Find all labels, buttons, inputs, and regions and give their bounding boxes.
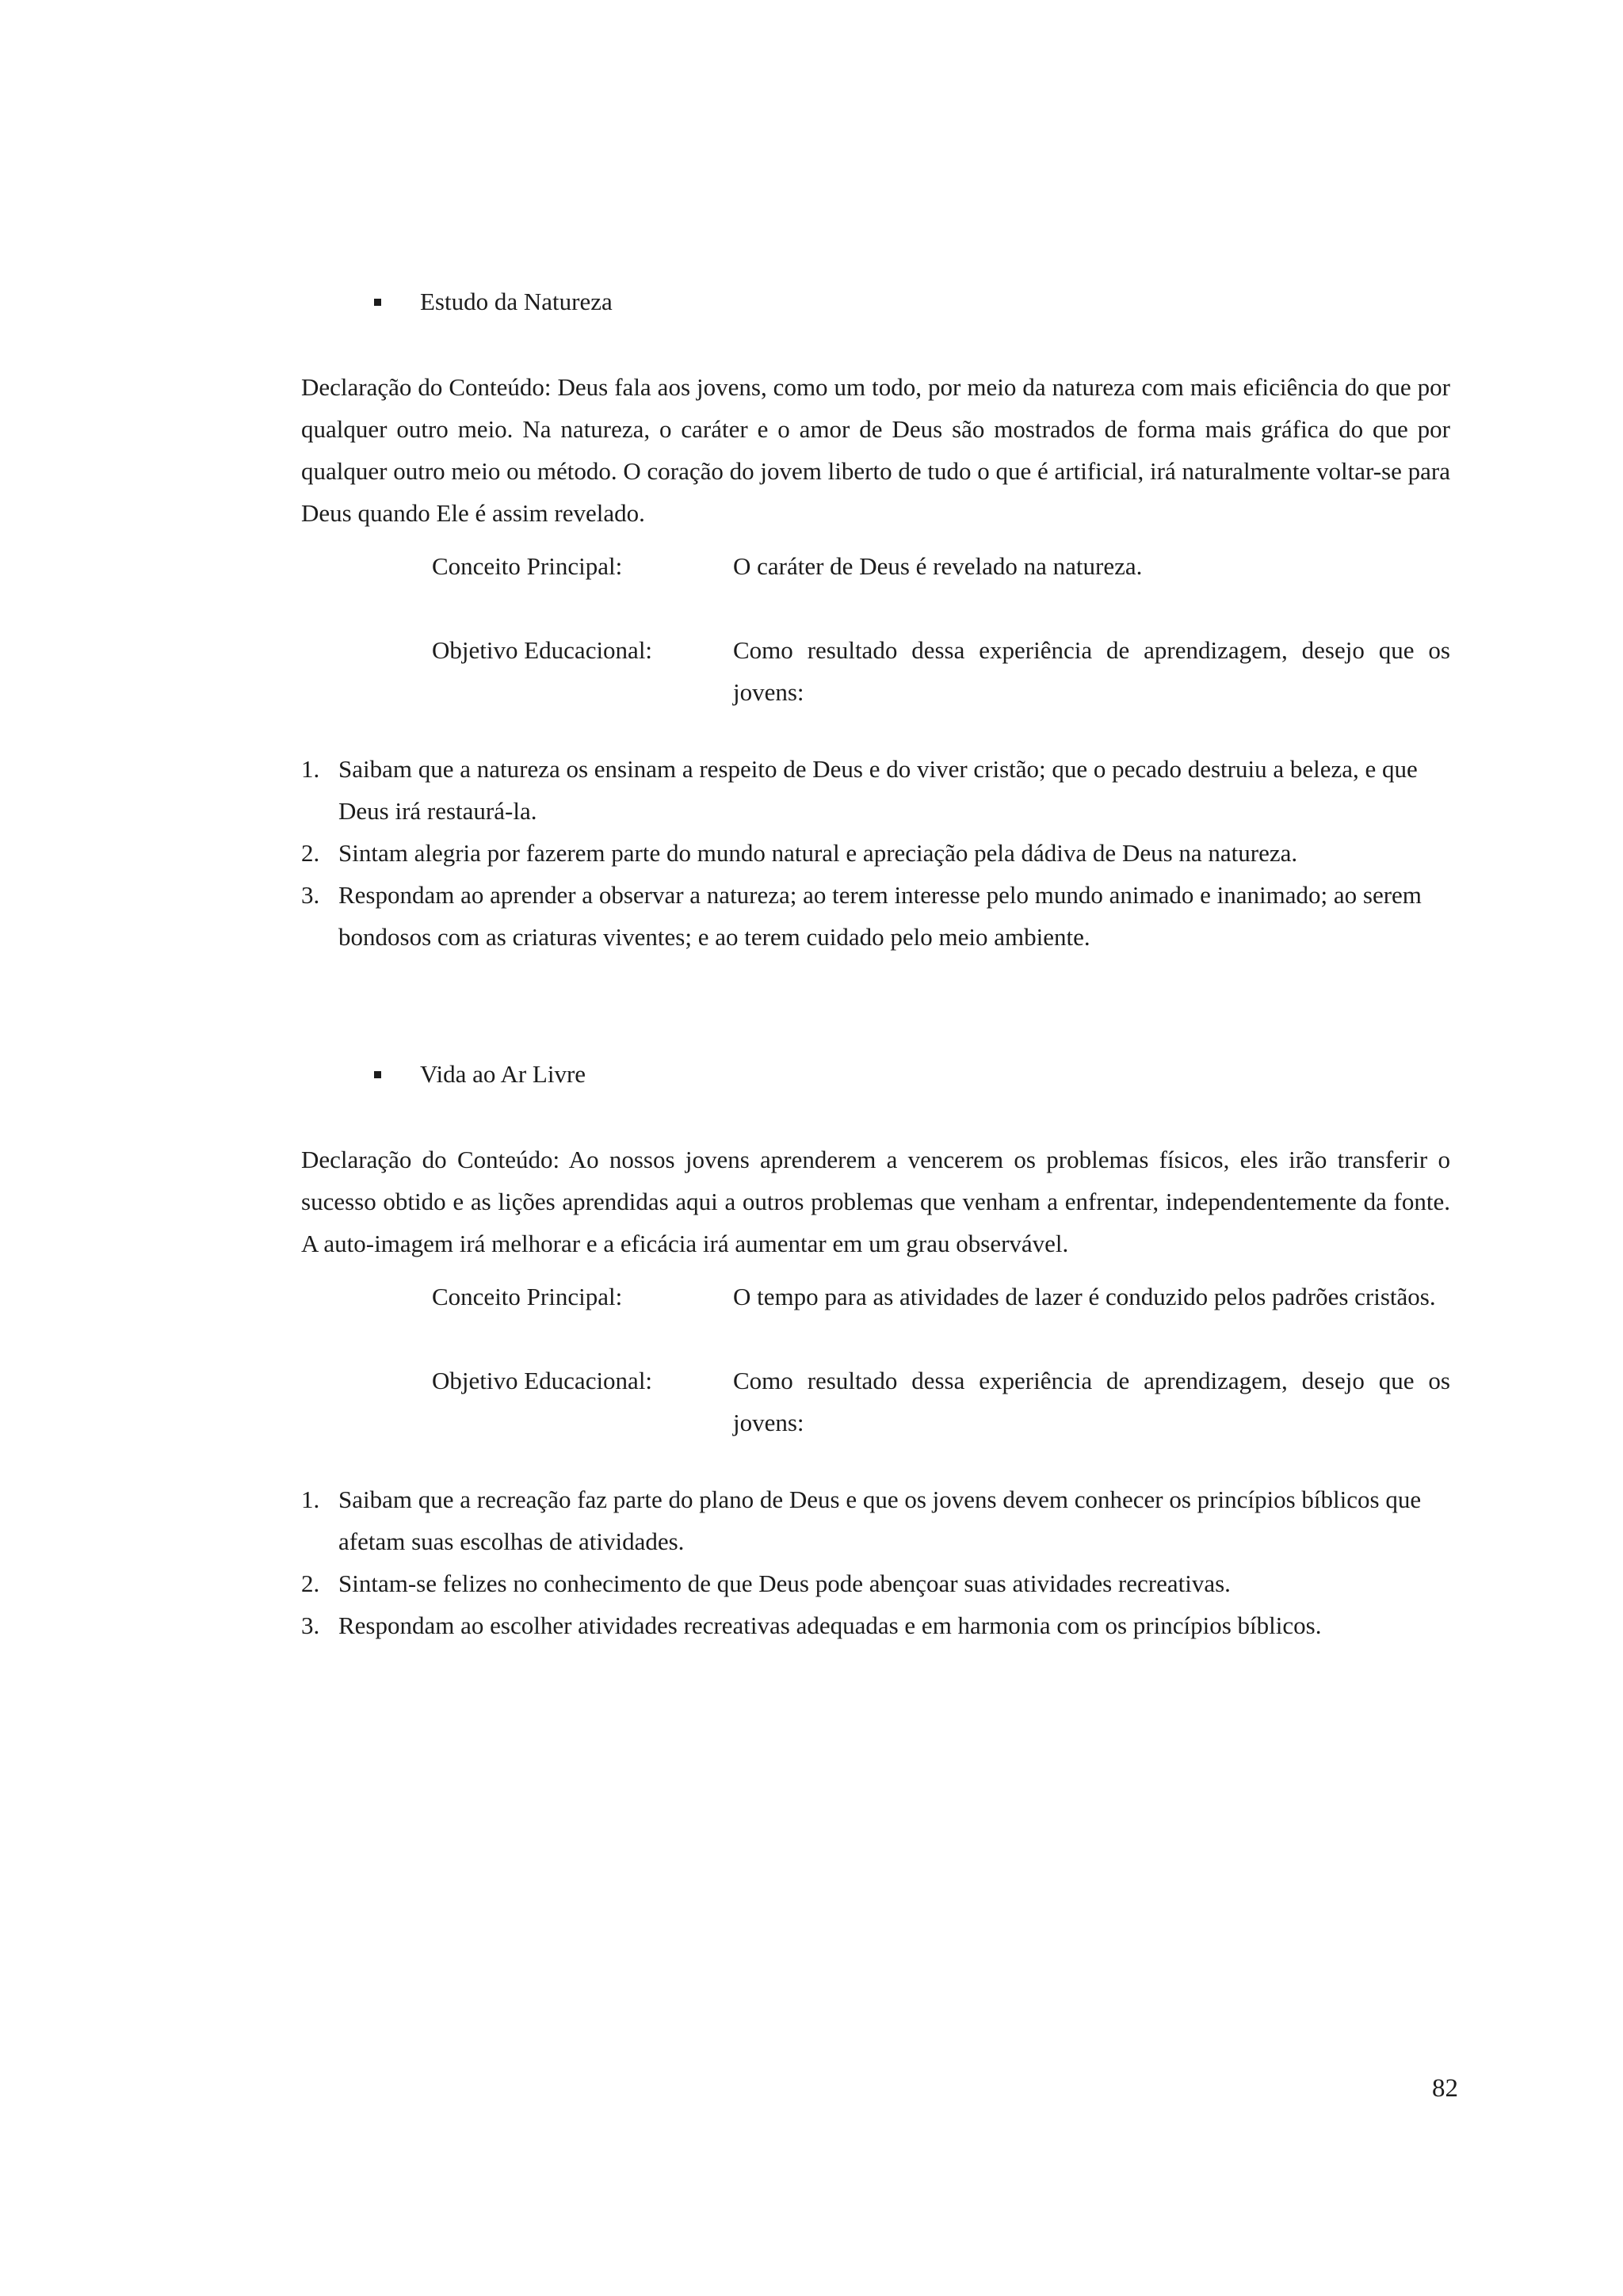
main-concept-row bbox=[432, 1276, 1450, 1318]
educational-objective-value: Como resultado dessa experiência de aprendizagem, desejo que os jovens: bbox=[733, 636, 1450, 706]
concept-table bbox=[432, 1276, 1450, 1444]
section-heading bbox=[301, 1054, 1450, 1095]
main-concept-label: Conceito Principal: bbox=[432, 552, 623, 580]
list-item-text: Saibam que a natureza os ensinam a respeito de Deus e do viver cristão; que o pecado destruiu a beleza, e que Deus irá restaurá-la. bbox=[338, 755, 1418, 825]
list-item-text: Saibam que a recreação faz parte do plano de Deus e que os jovens devem conhecer os princípios bíblicos que afetam suas escolhas de atividades. bbox=[338, 1486, 1422, 1555]
educational-objective-row bbox=[432, 629, 1450, 713]
list-item-number: 2. bbox=[301, 839, 320, 867]
list-item bbox=[301, 1478, 1450, 1562]
list-item-number: 1. bbox=[301, 755, 320, 783]
list-item-text: Respondam ao aprender a observar a natureza; ao terem interesse pelo mundo animado e inanimado; ao serem bondosos com as criaturas viventes; e ao terem cuidado pelo meio ambiente. bbox=[338, 881, 1422, 951]
list-item-number: 2. bbox=[301, 1569, 320, 1597]
section-heading-text: Vida ao Ar Livre bbox=[420, 1060, 586, 1088]
square-bullet-icon bbox=[374, 1071, 381, 1078]
list-item-text: Sintam alegria por fazerem parte do mundo natural e apreciação pela dádiva de Deus na natureza. bbox=[338, 839, 1298, 867]
list-item-number: 3. bbox=[301, 1611, 320, 1639]
square-bullet-icon bbox=[374, 299, 381, 306]
main-concept-label: Conceito Principal: bbox=[432, 1283, 623, 1310]
educational-objective-label: Objetivo Educacional: bbox=[432, 1367, 653, 1394]
list-item bbox=[301, 748, 1450, 832]
page-number: 82 bbox=[1432, 2074, 1458, 2103]
list-item-text: Sintam-se felizes no conhecimento de que Deus pode abençoar suas atividades recreativas. bbox=[338, 1569, 1231, 1597]
list-item bbox=[301, 874, 1450, 958]
concept-table bbox=[432, 545, 1450, 713]
list-item bbox=[301, 1562, 1450, 1604]
list-item bbox=[301, 832, 1450, 874]
section-heading-text: Estudo da Natureza bbox=[420, 288, 613, 315]
list-item-text: Respondam ao escolher atividades recreativas adequadas e em harmonia com os princípios bíblicos. bbox=[338, 1611, 1322, 1639]
objectives-list bbox=[301, 748, 1450, 958]
educational-objective-label: Objetivo Educacional: bbox=[432, 636, 653, 664]
section-estudo-da-natureza bbox=[301, 281, 1450, 958]
objectives-list bbox=[301, 1478, 1450, 1646]
main-concept-value: O caráter de Deus é revelado na natureza. bbox=[733, 552, 1143, 580]
list-item-number: 3. bbox=[301, 881, 320, 909]
list-item bbox=[301, 1604, 1450, 1646]
section-heading bbox=[301, 281, 1450, 322]
main-concept-value: O tempo para as atividades de lazer é conduzido pelos padrões cristãos. bbox=[733, 1283, 1436, 1310]
main-concept-row bbox=[432, 545, 1450, 587]
educational-objective-value: Como resultado dessa experiência de aprendizagem, desejo que os jovens: bbox=[733, 1367, 1450, 1436]
content-declaration: Declaração do Conteúdo: Deus fala aos jovens, como um todo, por meio da natureza com mais eficiência do que por qualquer outro meio. Na natureza, o caráter e o amor de Deus são mostrados de forma mais gráfica do que por qualquer outro meio ou método. O coração do jovem liberto de tudo o que é artificial, irá naturalmente voltar-se para Deus quando Ele é assim revelado. bbox=[301, 373, 1450, 527]
content-declaration: Declaração do Conteúdo: Ao nossos jovens aprenderem a vencerem os problemas físicos, eles irão transferir o sucesso obtido e as lições aprendidas aqui a outros problemas que venham a enfrentar, independentemente da fonte. A auto-imagem irá melhorar e a eficácia irá aumentar em um grau observável. bbox=[301, 1146, 1450, 1257]
section-vida-ao-ar-livre bbox=[301, 1054, 1450, 1646]
list-item-number: 1. bbox=[301, 1486, 320, 1513]
educational-objective-row bbox=[432, 1360, 1450, 1444]
